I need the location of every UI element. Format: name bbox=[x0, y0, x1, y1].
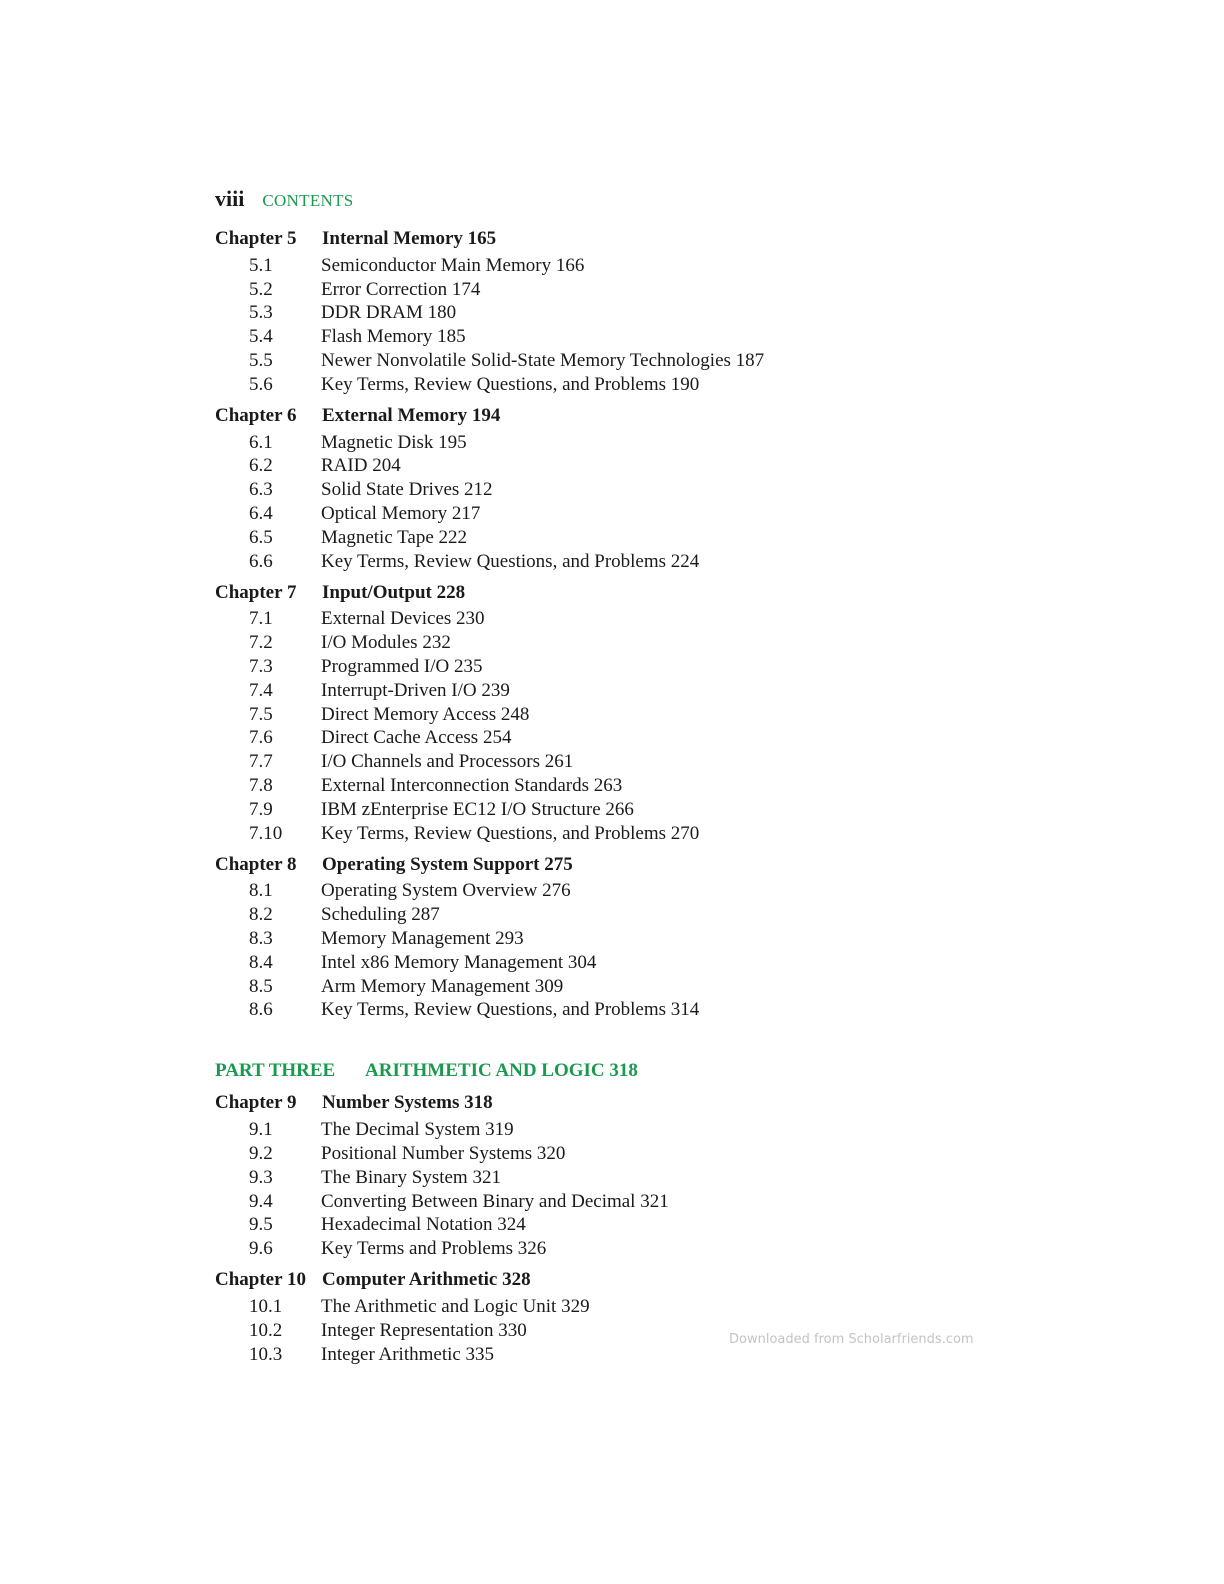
section-number: 8.4 bbox=[249, 951, 273, 973]
section-title: Key Terms, Review Questions, and Problems 314 bbox=[321, 999, 700, 1021]
section-entry bbox=[215, 431, 1015, 455]
section-number: 5.2 bbox=[249, 278, 273, 300]
section-number: 5.6 bbox=[249, 373, 273, 395]
section-title: Solid State Drives 212 bbox=[321, 479, 493, 501]
section-title: Intel x86 Memory Management 304 bbox=[321, 951, 597, 973]
section-entry bbox=[215, 478, 1015, 502]
section-title: External Devices 230 bbox=[321, 608, 485, 630]
section-entry bbox=[215, 750, 1015, 774]
chapter-heading bbox=[215, 397, 1015, 431]
section-number: 10.3 bbox=[249, 1343, 283, 1365]
chapter-label: Chapter 8 bbox=[215, 853, 297, 875]
section-number: 9.4 bbox=[249, 1190, 273, 1212]
section-entry bbox=[215, 526, 1015, 550]
section-title: Positional Number Systems 320 bbox=[321, 1143, 566, 1164]
section-title: RAID 204 bbox=[321, 455, 401, 477]
section-number: 7.5 bbox=[249, 703, 273, 725]
section-number: 9.6 bbox=[249, 1238, 273, 1260]
section-entry bbox=[215, 278, 1015, 302]
chapter-label: Chapter 7 bbox=[215, 581, 297, 603]
section-entry bbox=[215, 951, 1015, 975]
section-entry bbox=[215, 1237, 1015, 1261]
section-title: Programmed I/O 235 bbox=[321, 656, 483, 678]
chapter-label: Chapter 6 bbox=[215, 404, 297, 426]
section-entry bbox=[215, 550, 1015, 574]
section-title: Magnetic Disk 195 bbox=[321, 431, 467, 453]
chapter-heading bbox=[215, 1084, 1015, 1118]
section-entry bbox=[215, 1118, 1015, 1142]
chapter-title: Operating System Support 275 bbox=[322, 853, 573, 875]
section-title: Interrupt-Driven I/O 239 bbox=[321, 679, 510, 701]
section-title: Magnetic Tape 222 bbox=[321, 526, 468, 548]
section-number: 8.2 bbox=[249, 904, 273, 926]
section-entry bbox=[215, 1190, 1015, 1214]
chapter-heading bbox=[215, 1261, 1015, 1295]
section-entry bbox=[215, 1214, 1015, 1238]
section-title: Flash Memory 185 bbox=[321, 326, 466, 348]
page-header bbox=[215, 186, 1015, 220]
section-number: 7.10 bbox=[249, 822, 283, 844]
section-number: 7.4 bbox=[249, 679, 273, 701]
section-title: IBM zEnterprise EC12 I/O Structure 266 bbox=[321, 798, 634, 820]
section-title: The Binary System 321 bbox=[321, 1166, 501, 1188]
section-number: 5.4 bbox=[249, 326, 273, 348]
section-number: 5.1 bbox=[249, 254, 273, 276]
section-title: Direct Memory Access 248 bbox=[321, 703, 530, 725]
section-title: Operating System Overview 276 bbox=[321, 880, 571, 902]
section-title: Integer Representation 330 bbox=[321, 1319, 527, 1341]
section-title: Key Terms, Review Questions, and Problems 190 bbox=[321, 373, 700, 395]
section-number: 8.5 bbox=[249, 975, 273, 997]
section-title: Error Correction 174 bbox=[321, 278, 481, 300]
section-number: 6.5 bbox=[249, 526, 273, 548]
section-entry bbox=[215, 1142, 1015, 1166]
section-entry bbox=[215, 903, 1015, 927]
section-title: Optical Memory 217 bbox=[321, 503, 481, 525]
section-entry bbox=[215, 655, 1015, 679]
section-number: 9.5 bbox=[249, 1214, 273, 1236]
section-number: 8.1 bbox=[249, 880, 273, 902]
section-entry bbox=[215, 1166, 1015, 1190]
chapter-label: Chapter 10 bbox=[215, 1269, 306, 1291]
toc-page bbox=[215, 186, 1015, 1366]
section-number: 6.3 bbox=[249, 479, 273, 501]
section-entry bbox=[215, 999, 1015, 1023]
part-label: PART THREE bbox=[215, 1060, 336, 1082]
section-entry bbox=[215, 608, 1015, 632]
section-number: 6.4 bbox=[249, 503, 273, 525]
section-entry bbox=[215, 502, 1015, 526]
section-number: 7.8 bbox=[249, 775, 273, 797]
section-title: Arm Memory Management 309 bbox=[321, 975, 564, 997]
section-number: 5.5 bbox=[249, 350, 273, 372]
section-title: I/O Modules 232 bbox=[321, 632, 451, 654]
chapter-title: Computer Arithmetic 328 bbox=[322, 1269, 531, 1291]
running-head: CONTENTS bbox=[262, 191, 354, 210]
section-entry bbox=[215, 373, 1015, 397]
section-entry bbox=[215, 880, 1015, 904]
section-title: Direct Cache Access 254 bbox=[321, 727, 512, 749]
section-title: Scheduling 287 bbox=[321, 904, 440, 926]
section-number: 10.1 bbox=[249, 1295, 283, 1317]
chapter-label: Chapter 9 bbox=[215, 1092, 297, 1114]
section-title: The Arithmetic and Logic Unit 329 bbox=[321, 1295, 590, 1317]
section-number: 7.1 bbox=[249, 608, 273, 630]
section-entry bbox=[215, 727, 1015, 751]
table-of-contents bbox=[215, 220, 1015, 1366]
section-entry bbox=[215, 302, 1015, 326]
section-entry bbox=[215, 927, 1015, 951]
page-number: viii bbox=[215, 186, 245, 211]
section-number: 7.2 bbox=[249, 632, 273, 654]
section-entry bbox=[215, 822, 1015, 846]
section-entry bbox=[215, 325, 1015, 349]
section-title: Semiconductor Main Memory 166 bbox=[321, 254, 585, 276]
section-entry bbox=[215, 975, 1015, 999]
chapter-heading bbox=[215, 846, 1015, 880]
section-number: 6.6 bbox=[249, 550, 273, 572]
chapter-title: Input/Output 228 bbox=[322, 581, 466, 603]
section-number: 7.7 bbox=[249, 751, 273, 773]
section-title: Integer Arithmetic 335 bbox=[321, 1343, 495, 1365]
part-title: ARITHMETIC AND LOGIC 318 bbox=[365, 1060, 638, 1082]
section-number: 9.1 bbox=[249, 1119, 273, 1141]
watermark-text: Downloaded from Scholarfriends.com bbox=[729, 1332, 974, 1347]
section-title: Key Terms, Review Questions, and Problems 224 bbox=[321, 550, 700, 572]
section-entry bbox=[215, 798, 1015, 822]
section-number: 6.2 bbox=[249, 455, 273, 477]
chapter-heading bbox=[215, 220, 1015, 254]
chapter-label: Chapter 5 bbox=[215, 228, 297, 249]
chapter-title: External Memory 194 bbox=[322, 404, 501, 426]
part-heading bbox=[215, 1022, 1015, 1084]
section-title: External Interconnection Standards 263 bbox=[321, 775, 623, 797]
section-title: Key Terms, Review Questions, and Problems 270 bbox=[321, 822, 700, 844]
chapter-title: Internal Memory 165 bbox=[322, 228, 497, 249]
section-number: 7.6 bbox=[249, 727, 273, 749]
section-entry bbox=[215, 455, 1015, 479]
section-entry bbox=[215, 349, 1015, 373]
section-entry bbox=[215, 679, 1015, 703]
section-number: 6.1 bbox=[249, 431, 273, 453]
section-entry bbox=[215, 254, 1015, 278]
section-entry bbox=[215, 631, 1015, 655]
section-number: 7.9 bbox=[249, 798, 273, 820]
section-number: 5.3 bbox=[249, 302, 273, 324]
section-entry bbox=[215, 774, 1015, 798]
section-number: 9.2 bbox=[249, 1143, 273, 1164]
section-title: The Decimal System 319 bbox=[321, 1119, 514, 1141]
section-title: Key Terms and Problems 326 bbox=[321, 1238, 547, 1260]
section-title: I/O Channels and Processors 261 bbox=[321, 751, 574, 773]
chapter-title: Number Systems 318 bbox=[322, 1092, 493, 1114]
section-number: 9.3 bbox=[249, 1166, 273, 1188]
section-entry bbox=[215, 1295, 1015, 1319]
section-title: Hexadecimal Notation 324 bbox=[321, 1214, 526, 1236]
section-number: 8.3 bbox=[249, 928, 273, 950]
section-number: 7.3 bbox=[249, 656, 273, 678]
section-number: 10.2 bbox=[249, 1319, 283, 1341]
section-title: Memory Management 293 bbox=[321, 928, 524, 950]
section-entry bbox=[215, 703, 1015, 727]
section-title: Converting Between Binary and Decimal 321 bbox=[321, 1190, 669, 1212]
section-title: Newer Nonvolatile Solid-State Memory Technologies 187 bbox=[321, 350, 765, 372]
chapter-heading bbox=[215, 574, 1015, 608]
section-number: 8.6 bbox=[249, 999, 273, 1021]
section-title: DDR DRAM 180 bbox=[321, 302, 457, 324]
